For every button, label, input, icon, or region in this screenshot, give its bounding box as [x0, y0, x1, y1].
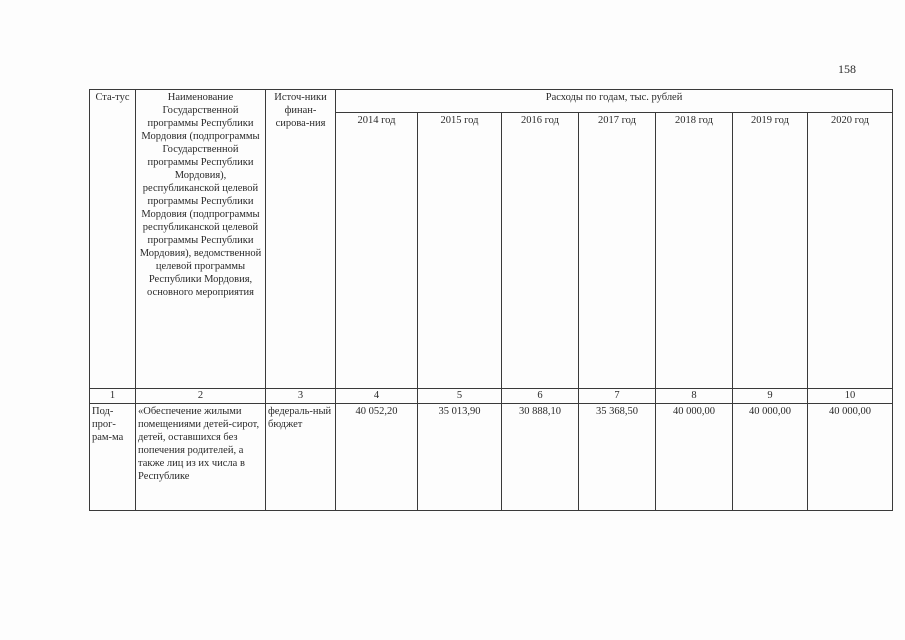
header-year-2017: 2017 год — [579, 113, 656, 389]
row-value-2019: 40 000,00 — [733, 404, 808, 511]
column-number: 5 — [418, 389, 502, 404]
header-source: Источ-ники финан-сирова-ния — [266, 90, 336, 389]
column-number: 3 — [266, 389, 336, 404]
column-number: 10 — [808, 389, 893, 404]
row-name: «Обеспечение жилыми помещениями детей-сирот, детей, оставшихся без попечения родителей, а также лиц из их числа в Республике — [136, 404, 266, 511]
budget-table — [89, 89, 893, 511]
column-number: 8 — [656, 389, 733, 404]
header-expenses: Расходы по годам, тыс. рублей — [336, 90, 893, 113]
header-year-2014: 2014 год — [336, 113, 418, 389]
header-year-2018: 2018 год — [656, 113, 733, 389]
column-number: 2 — [136, 389, 266, 404]
table-row — [90, 404, 893, 511]
header-year-2020: 2020 год — [808, 113, 893, 389]
header-year-2015: 2015 год — [418, 113, 502, 389]
column-number: 6 — [502, 389, 579, 404]
row-value-2018: 40 000,00 — [656, 404, 733, 511]
column-number: 9 — [733, 389, 808, 404]
header-year-2019: 2019 год — [733, 113, 808, 389]
column-number: 4 — [336, 389, 418, 404]
row-status: Под-прог-рам-ма — [90, 404, 136, 511]
row-value-2014: 40 052,20 — [336, 404, 418, 511]
row-source: федераль-ный бюджет — [266, 404, 336, 511]
header-status: Ста-тус — [90, 90, 136, 389]
header-name: Наименование Государственной программы Республики Мордовия (подпрограммы Государственной программы Республики Мордовия), республиканской целевой программы Республики Мордовия (подпрограммы республиканской целевой программы Республики Мордовия), ведомственной целевой программы Республики Мордовия, основного мероприятия — [136, 90, 266, 389]
row-value-2020: 40 000,00 — [808, 404, 893, 511]
header-year-2016: 2016 год — [502, 113, 579, 389]
column-number: 1 — [90, 389, 136, 404]
row-value-2016: 30 888,10 — [502, 404, 579, 511]
page-number: 158 — [838, 62, 856, 76]
column-number: 7 — [579, 389, 656, 404]
row-value-2015: 35 013,90 — [418, 404, 502, 511]
row-value-2017: 35 368,50 — [579, 404, 656, 511]
